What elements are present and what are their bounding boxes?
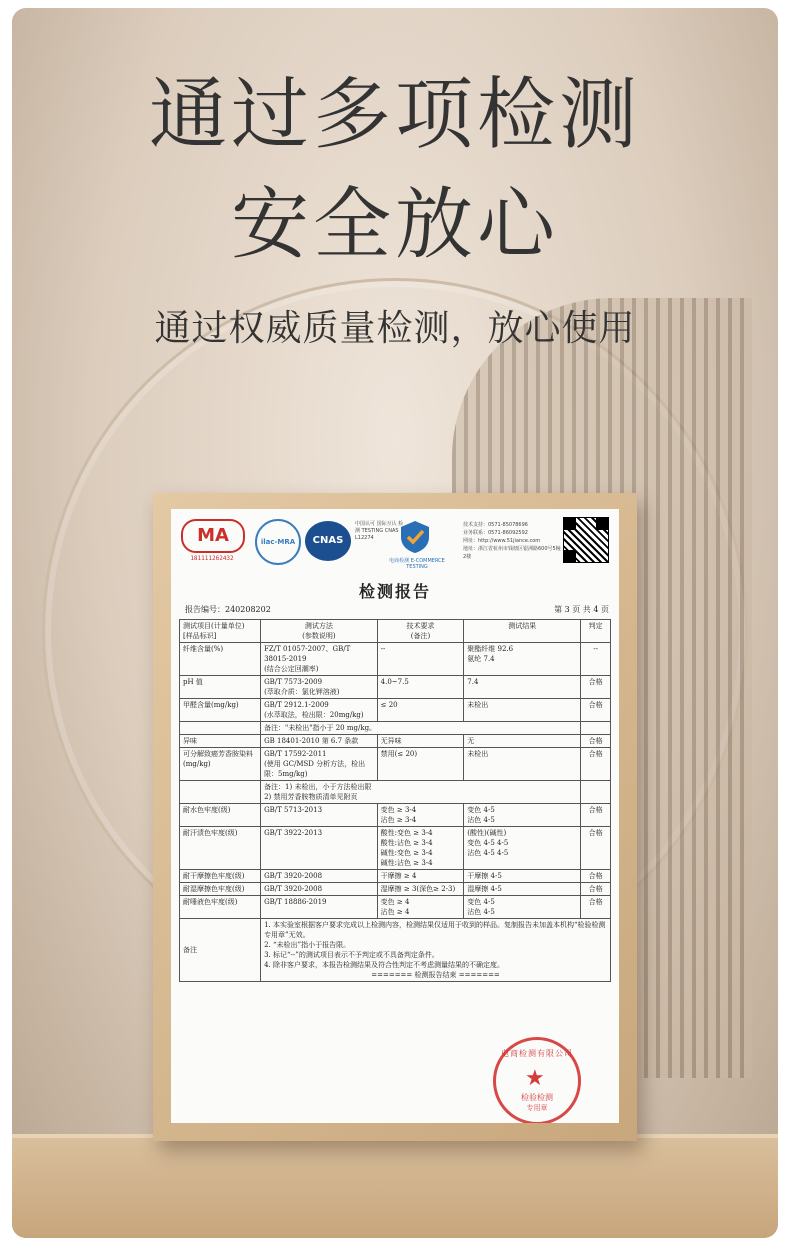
cell-verdict: 合格 (581, 827, 611, 870)
note-item: 2. “未检出”指小于报告限。 (264, 941, 351, 949)
report-number (185, 604, 271, 615)
shield-check-icon (397, 519, 433, 555)
cnas-logo: CNAS (305, 521, 351, 561)
note-item: 4. 除非客户要求，本报告检测结果及符合性判定不考虑测量结果的不确定度。 (264, 961, 504, 969)
lab-contact-info (463, 521, 563, 561)
seal-sub: 专用章 (526, 1104, 548, 1112)
cell-test-item: 可分解致癌芳香胺染料(mg/kg) (180, 748, 261, 781)
table-row (180, 748, 611, 781)
cell-result: 湿摩擦 4-5 (464, 883, 581, 896)
contact-tel: 技术支持：0571-85078696 (463, 522, 528, 528)
cell-test-item: 耐水色牢度(级) (180, 804, 261, 827)
cell-test-method: GB/T 17592-2011 (使用 GC/MSD 分析方法，检出限：5mg/kg) (261, 748, 378, 781)
report-end-marker: ======= 检测报告结束 ======= (371, 971, 500, 979)
headline-line-2: 安全放心 (230, 180, 559, 270)
cell-result: 未检出 (464, 699, 581, 722)
contact-service: 业务联系：0571-86092592 (463, 530, 528, 536)
qr-code (563, 517, 609, 563)
table-header-row (180, 620, 611, 643)
cell-verdict: -- (581, 643, 611, 676)
contact-address: 地址：浙江省杭州市钱塘区银洲路600号5幢2楼 (463, 546, 561, 560)
cell-test-method: GB/T 3920-2008 (261, 870, 378, 883)
ecommerce-testing-label: 电商检测 E-COMMERCE TESTING (389, 558, 445, 570)
ilac-mra-logo: ilac-MRA (255, 519, 301, 565)
cell-test-item: 甲醛含量(mg/kg) (180, 699, 261, 722)
ma-number: 181111262432 (190, 555, 234, 562)
cell-result: 变色 4-5 沾色 4-5 (464, 896, 581, 919)
cell-test-method: GB/T 18886-2019 (261, 896, 378, 919)
cell-result: 聚酯纤维 92.6 氨纶 7.4 (464, 643, 581, 676)
cell-verdict: 合格 (581, 896, 611, 919)
cell-test-method: GB/T 3920-2008 (261, 883, 378, 896)
column-header: 技术要求 (备注) (377, 620, 464, 643)
table-row (180, 896, 611, 919)
contact-web: 网址：http://www.51jiance.com (463, 538, 541, 544)
cell-result: 干摩擦 4-5 (464, 870, 581, 883)
notes-row (180, 919, 611, 982)
cell-requirement: 变色 ≥ 3-4 沾色 ≥ 3-4 (377, 804, 464, 827)
cell-test-item: 异味 (180, 735, 261, 748)
table-row (180, 804, 611, 827)
cell-test-item: 耐唾液色牢度(级) (180, 896, 261, 919)
table-row (180, 781, 611, 804)
cell-result: 变色 4-5 沾色 4-5 (464, 804, 581, 827)
report-number-value: 240208202 (225, 605, 271, 614)
table-body (180, 643, 611, 919)
cell-requirement: 变色 ≥ 4 沾色 ≥ 4 (377, 896, 464, 919)
cell-requirement: -- (377, 643, 464, 676)
cell-requirement: 干摩擦 ≥ 4 (377, 870, 464, 883)
cell-verdict: 合格 (581, 699, 611, 722)
cell-result: (酸性)(碱性) 变色 4-5 4-5 沾色 4-5 4-5 (464, 827, 581, 870)
report-number-label: 报告编号： (185, 605, 225, 614)
cell-verdict (581, 781, 611, 804)
table-row (180, 883, 611, 896)
note-item: 1. 本实验室根据客户要求完成以上检测内容，检测结果仅适用于收到的样品。复制报告未加盖本机构“检验检测专用章”无效。 (264, 921, 606, 939)
seal-arc-text: 电商检测有限公司 (501, 1049, 573, 1058)
cell-test-item: 耐干摩擦色牢度(级) (180, 870, 261, 883)
wooden-shelf (12, 1138, 778, 1238)
cell-test-method: GB/T 5713-2013 (261, 804, 378, 827)
cell-verdict: 合格 (581, 748, 611, 781)
table-row (180, 676, 611, 699)
subtitle: 通过权威质量检测，放心使用 (154, 308, 636, 349)
cma-logo (181, 519, 243, 565)
results-table (179, 619, 611, 982)
table-row (180, 735, 611, 748)
cell-result: 未检出 (464, 748, 581, 781)
cell-result: 7.4 (464, 676, 581, 699)
page-indicator: 第 3 页 共 4 页 (554, 605, 609, 614)
test-report-document (171, 509, 619, 1123)
cell-requirement: 湿摩擦 ≥ 3(深色≥ 2-3) (377, 883, 464, 896)
cell-requirement: 4.0~7.5 (377, 676, 464, 699)
official-seal-stamp (493, 1037, 581, 1123)
cell-requirement: 禁用(≤ 20) (377, 748, 464, 781)
notes-label: 备注 (180, 919, 261, 982)
cell-test-item: 纤维含量(%) (180, 643, 261, 676)
cell-test-method: FZ/T 01057-2007、GB/T 38015-2019 (结合公定回潮率) (261, 643, 378, 676)
table-row (180, 722, 611, 735)
column-header: 测试方法 (参数说明) (261, 620, 378, 643)
cell-verdict: 合格 (581, 676, 611, 699)
table-row (180, 870, 611, 883)
star-icon: ★ (525, 1066, 545, 1091)
cell-remark: 备注："未检出"指小于 20 mg/kg。 (261, 722, 581, 735)
ma-logo-mark: MA (181, 519, 245, 553)
column-header: 判定 (581, 620, 611, 643)
cell-requirement: 无异味 (377, 735, 464, 748)
cell-test-item: 耐湿摩擦色牢度(级) (180, 883, 261, 896)
cell-test-method: GB/T 3922-2013 (261, 827, 378, 870)
notes-content (261, 919, 611, 982)
headline-line-1: 通过多项检测 (148, 70, 641, 160)
cell-test-method: GB 18401-2010 第 6.7 条款 (261, 735, 378, 748)
cell-verdict: 合格 (581, 804, 611, 827)
cell-verdict (581, 722, 611, 735)
cell-test-method: GB/T 7573-2009 (萃取介质：氯化钾溶液) (261, 676, 378, 699)
table-row (180, 643, 611, 676)
cell-result: 无 (464, 735, 581, 748)
seal-name: 检验检测 (521, 1093, 553, 1102)
table-row (180, 699, 611, 722)
cell-test-item (180, 722, 261, 735)
report-title: 检测报告 (358, 582, 431, 601)
cell-verdict: 合格 (581, 870, 611, 883)
column-header: 测试结果 (464, 620, 581, 643)
table-row (180, 827, 611, 870)
picture-frame (153, 493, 637, 1141)
cell-test-method: GB/T 2912.1-2009 (水萃取法，检出限：20mg/kg) (261, 699, 378, 722)
cell-test-item (180, 781, 261, 804)
cell-test-item: 耐汗渍色牢度(级) (180, 827, 261, 870)
cnas-note: 中国认可 国际互认 检测 TESTING CNAS L12274 (355, 521, 404, 541)
cell-requirement: 酸性:变色 ≥ 3-4 酸性:沾色 ≥ 3-4 碱性:变色 ≥ 3-4 碱性:沾色 ≥ 3-4 (377, 827, 464, 870)
cell-requirement: ≤ 20 (377, 699, 464, 722)
cell-remark: 备注：1) 未检出，小于方法检出限 2) 禁用芳香胺物质清单见附页 (261, 781, 581, 804)
cell-test-item: pH 值 (180, 676, 261, 699)
column-header: 测试项目(计量单位) [样品标识] (180, 620, 261, 643)
certification-logos (171, 509, 619, 575)
note-item: 3. 标记“--”的测试项目表示不予判定或不具备判定条件。 (264, 951, 439, 959)
cell-verdict: 合格 (581, 735, 611, 748)
cell-verdict: 合格 (581, 883, 611, 896)
